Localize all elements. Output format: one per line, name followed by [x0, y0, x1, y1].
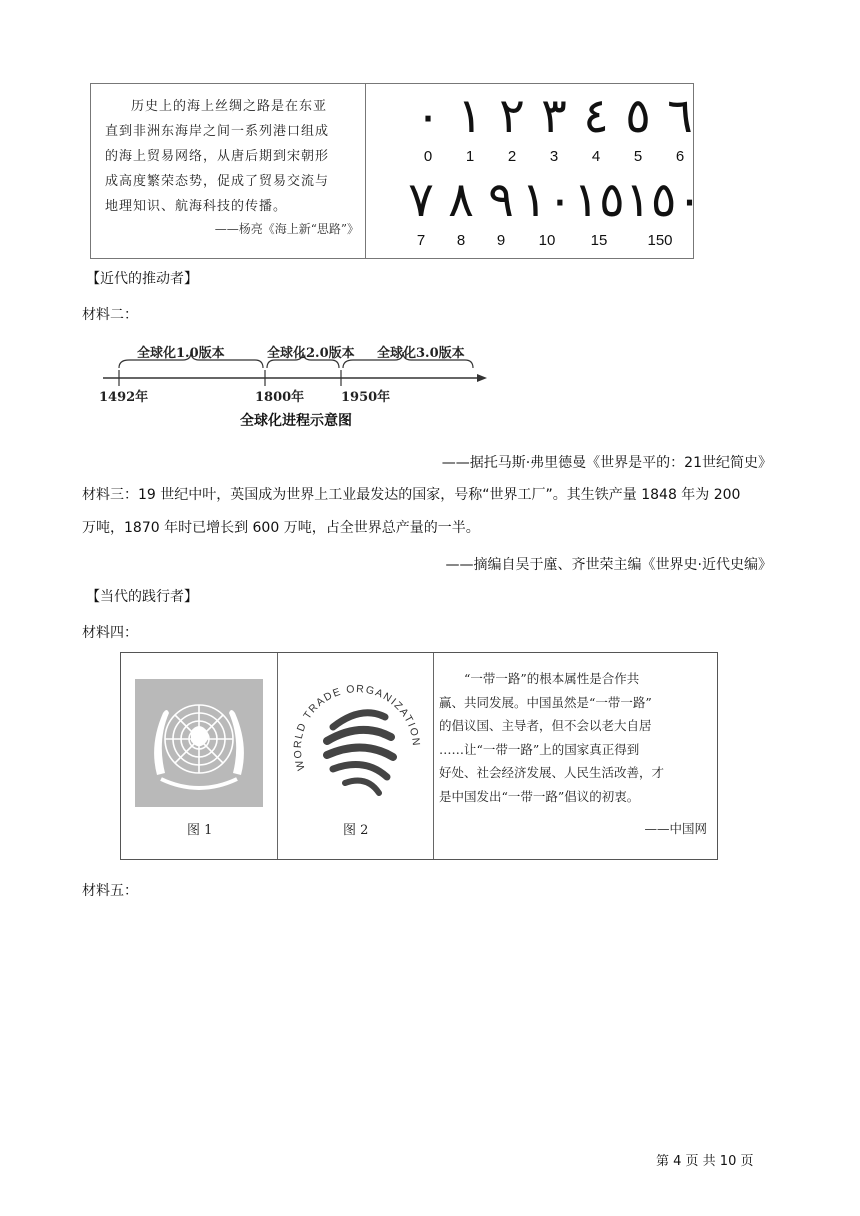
- figure-divider: [365, 84, 366, 258]
- quote-line: 的海上贸易网络，从唐后期到宋朝形: [105, 149, 330, 164]
- latin-numeral: 4: [591, 148, 601, 165]
- latin-numeral: 6: [675, 148, 685, 165]
- material-2-source: ——据托马斯·弗里德曼《世界是平的：21世纪简史》: [441, 455, 772, 471]
- arabic-numeral: ٧: [408, 172, 434, 228]
- material-3-line-1: 材料三：19 世纪中叶，英国成为世界上工业最发达的国家，号称“世界工厂”。其生铁产量 1848 年为 200: [82, 487, 741, 503]
- material-2-label: 材料二：: [82, 307, 138, 323]
- timeline-arrow: [477, 374, 487, 382]
- material-3-line-2: 万吨，1870 年时已增长到 600 万吨，占全世界总产量的一半。: [82, 520, 480, 536]
- figure-divider: [433, 653, 434, 859]
- quote-line: 好处、社会经济发展、人民生活改善，才: [439, 765, 665, 780]
- un-emblem-icon: [135, 679, 263, 807]
- year-label: 1950年: [341, 390, 391, 405]
- material-5-label: 材料五：: [82, 883, 138, 899]
- quote-line: 历史上的海上丝绸之路是在东亚: [131, 99, 328, 114]
- arabic-numeral: ٢: [499, 88, 525, 144]
- section-heading-contemporary: 【当代的践行者】: [86, 589, 198, 605]
- quote-line: 是中国发出“一带一路”倡议的初衷。: [439, 788, 640, 804]
- wto-arc-text: WORLD TRADE ORGANIZATION: [291, 683, 423, 772]
- silk-road-quote: [105, 94, 361, 219]
- latin-numeral: 10: [538, 232, 556, 249]
- arabic-numeral: ١٠: [521, 172, 573, 228]
- caption-figure-2: 图 2: [343, 823, 369, 838]
- latin-numeral: 15: [590, 232, 608, 249]
- material-3-source: ——摘编自吴于廑、齐世荣主编《世界史·近代史编》: [445, 557, 772, 573]
- belt-road-source: ——中国网: [644, 821, 707, 836]
- latin-numerals-row-2: [401, 232, 695, 249]
- arabic-numeral: ٣: [541, 88, 567, 144]
- page-footer: 第 4 页 共 10 页: [656, 1154, 754, 1169]
- arabic-numeral: ٦: [667, 88, 693, 144]
- arabic-numerals-row-2: [401, 170, 703, 230]
- arabic-numeral: ٥: [625, 88, 651, 144]
- quote-line: ……让“一带一路”上的国家真正得到: [439, 741, 640, 757]
- year-label: 1492年: [99, 390, 149, 405]
- figure-international-orgs: [120, 652, 718, 860]
- quote-line: “一带一路”的根本属性是合作共: [464, 671, 640, 686]
- arabic-numeral: ٨: [448, 172, 474, 228]
- wto-logo-icon: [283, 661, 429, 817]
- arabic-numeral: ٠: [415, 88, 441, 144]
- latin-numeral: 0: [423, 148, 433, 165]
- quote-line: 的倡议国、主导者，但不会以老大自居: [439, 718, 652, 733]
- figure-divider: [277, 653, 278, 859]
- latin-numeral: 5: [633, 148, 643, 165]
- arabic-numerals-row-1: [407, 86, 701, 146]
- belt-road-quote: [439, 667, 709, 808]
- material-4-label: 材料四：: [82, 625, 138, 641]
- stage-label: 全球化1.0版本: [137, 346, 225, 361]
- arabic-numeral: ٩: [488, 172, 514, 228]
- quote-line: 成高度繁荣态势，促成了贸易交流与: [105, 174, 330, 189]
- latin-numeral: 2: [507, 148, 517, 165]
- quote-line: 赢、共同发展。中国虽然是“一带一路”: [439, 694, 652, 710]
- stage-label: 全球化3.0版本: [377, 346, 465, 361]
- quote-line: 地理知识、航海科技的传播。: [105, 199, 288, 214]
- latin-numeral: 7: [416, 232, 426, 249]
- section-heading-modern: 【近代的推动者】: [86, 271, 198, 287]
- timeline-title: 全球化进程示意图: [240, 413, 352, 429]
- arabic-numeral: ١٥٠: [625, 172, 703, 228]
- quote-line: 直到非洲东海岸之间一系列港口组成: [105, 124, 330, 139]
- latin-numerals-row-1: [407, 148, 701, 165]
- caption-figure-1: 图 1: [187, 823, 213, 838]
- year-label: 1800年: [255, 390, 305, 405]
- figure-silk-road: [90, 83, 703, 259]
- latin-numeral: 8: [456, 232, 466, 249]
- arabic-numeral: ١: [457, 88, 483, 144]
- latin-numeral: 3: [549, 148, 559, 165]
- latin-numeral: 1: [465, 148, 475, 165]
- stage-label: 全球化2.0版本: [267, 346, 355, 361]
- latin-numeral: 150: [647, 232, 673, 249]
- arabic-numeral: ١٥: [573, 172, 625, 228]
- latin-numeral: 9: [496, 232, 506, 249]
- silk-road-citation: ——杨亮《海上新“思路”》: [214, 222, 359, 236]
- arabic-numeral: ٤: [583, 88, 609, 144]
